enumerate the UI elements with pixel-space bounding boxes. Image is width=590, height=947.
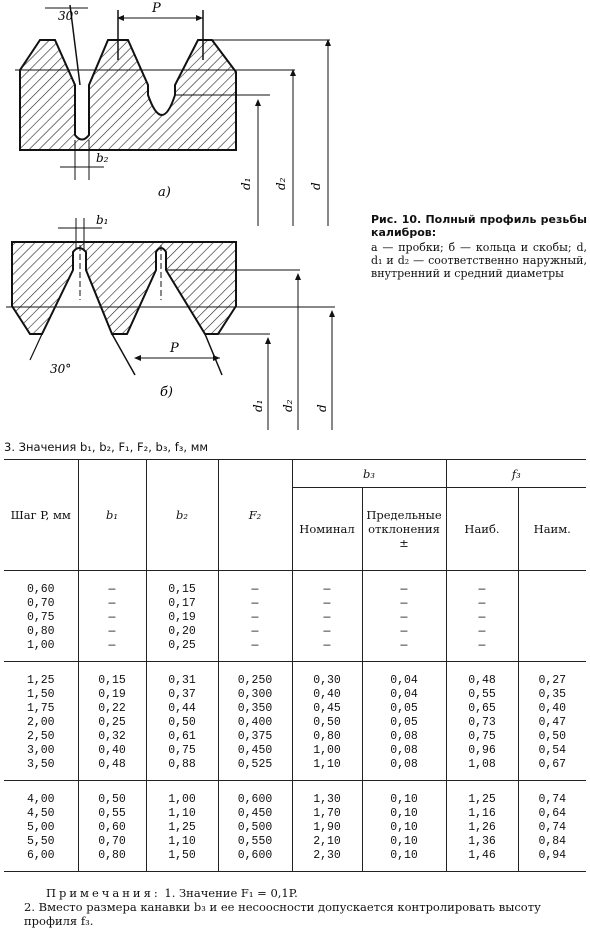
fig-a-d1: d₁	[239, 177, 253, 190]
table-value: —	[108, 583, 116, 596]
table-value: 0,84	[538, 835, 567, 848]
table-value: 0,08	[390, 758, 418, 771]
table-value: 6,00	[26, 849, 55, 862]
header-b3: b₃	[292, 460, 446, 488]
header-f3-max: Наиб.	[446, 488, 518, 571]
table-value: —	[323, 583, 331, 596]
table-value: 4,50	[26, 807, 55, 820]
table-value: 0,10	[390, 821, 418, 834]
table-value: —	[400, 611, 408, 624]
fig-a-angle: 30°	[58, 9, 80, 23]
table-value: 0,50	[168, 716, 196, 729]
table-value: 0,30	[313, 674, 341, 687]
table-cell-b2	[146, 781, 218, 872]
table-cell-f3-min	[518, 571, 586, 662]
table-value: 0,08	[390, 730, 418, 743]
table-value: —	[251, 639, 259, 652]
table-value: 0,31	[168, 674, 196, 687]
table-value: 0,25	[168, 639, 196, 652]
table-value: 1,46	[468, 849, 496, 862]
fig-b-d2: d₂	[281, 399, 295, 412]
table-value: —	[108, 639, 116, 652]
table-value: 0,60	[98, 821, 126, 834]
table-value: 0,22	[98, 702, 126, 715]
table-cell-f2	[218, 781, 292, 872]
table-value: 0,15	[98, 674, 126, 687]
header-b3-nominal: Номинал	[292, 488, 362, 571]
table-value: 0,600	[237, 849, 273, 862]
table-value: 0,20	[168, 625, 196, 638]
table-value: —	[251, 611, 259, 624]
table-value: 2,50	[26, 730, 55, 743]
table-value: 0,05	[390, 702, 418, 715]
table-value: —	[323, 639, 331, 652]
note-1: 1. Значение F₁ = 0,1P.	[164, 886, 298, 900]
table-value: 2,30	[313, 849, 341, 862]
table-value: 0,74	[538, 793, 567, 806]
table-value: 0,40	[313, 688, 341, 701]
table-value: 0,75	[468, 730, 496, 743]
table-value: 0,19	[98, 688, 126, 701]
header-b3-deviation: Предельные отклонения ±	[362, 488, 446, 571]
table-value: 0,73	[468, 716, 496, 729]
table-cell-b3-dev	[362, 781, 446, 872]
table-value	[519, 583, 587, 597]
table-value: 0,10	[390, 849, 418, 862]
values-table	[4, 459, 586, 872]
table-cell-b3-nom	[292, 662, 362, 781]
table-value: 2,00	[26, 716, 55, 729]
table-value: 0,45	[313, 702, 341, 715]
table-value: —	[251, 597, 259, 610]
fig-b-pitch: P	[170, 341, 179, 356]
table-value: 0,70	[26, 597, 55, 610]
table-value: 0,600	[237, 793, 273, 806]
table-value: 0,25	[98, 716, 126, 729]
table-value: 4,00	[26, 793, 55, 806]
table-value: 1,90	[313, 821, 341, 834]
table-value: 1,25	[26, 674, 55, 687]
table-row-group	[4, 571, 586, 662]
table-value: —	[108, 611, 116, 624]
table-value: 0,61	[168, 730, 196, 743]
note-2: 2. Вместо размера канавки b₃ и ее несоосности допускается контролировать высоту профиля f₃.	[24, 900, 541, 928]
table-value: —	[323, 625, 331, 638]
fig-b-label: б)	[160, 385, 174, 400]
table-value: 0,525	[237, 758, 273, 771]
table-value: 1,16	[468, 807, 496, 820]
table-value: 1,70	[313, 807, 341, 820]
table-value: 1,50	[26, 688, 55, 701]
figure-a-profile	[15, 5, 330, 226]
table-cell-step	[4, 662, 78, 781]
fig-a-label: а)	[158, 185, 171, 200]
table-value: 0,10	[390, 793, 418, 806]
table-cell-step	[4, 781, 78, 872]
fig-a-d2: d₂	[274, 177, 288, 190]
table-value: 1,10	[168, 807, 196, 820]
table-value: 0,50	[313, 716, 341, 729]
table-value: —	[251, 625, 259, 638]
table-cell-f2	[218, 662, 292, 781]
caption-title: Рис. 10. Полный профиль резьбы калибров:	[371, 213, 587, 239]
table-value: 1,10	[168, 835, 196, 848]
table-value: 0,04	[390, 688, 418, 701]
table-value: —	[400, 597, 408, 610]
table-cell-step	[4, 571, 78, 662]
fig-b-d1: d₁	[251, 399, 265, 412]
table-title: 3. Значения b₁, b₂, F₁, F₂, b₃, f₃, мм	[4, 440, 209, 454]
table-value: 0,55	[468, 688, 496, 701]
table-value: 0,350	[237, 702, 273, 715]
table-value: 0,250	[237, 674, 273, 687]
table-value: 0,300	[237, 688, 273, 701]
table-value: 0,450	[237, 807, 273, 820]
fig-a-pitch: P	[152, 1, 161, 16]
table-value: 0,400	[237, 716, 273, 729]
table-value: —	[400, 583, 408, 596]
table-value: 0,19	[168, 611, 196, 624]
fig-a-b2: b₂	[96, 151, 109, 165]
table-value: 1,36	[468, 835, 496, 848]
table-value: 3,50	[26, 758, 55, 771]
table-value: 1,26	[468, 821, 496, 834]
table-value: 0,50	[538, 730, 567, 743]
table-value: 0,60	[26, 583, 55, 596]
table-value: 0,35	[538, 688, 567, 701]
table-cell-f3-max	[446, 781, 518, 872]
table-cell-f3-min	[518, 781, 586, 872]
table-value: —	[478, 583, 486, 596]
table-value: —	[108, 625, 116, 638]
table-cell-b2	[146, 571, 218, 662]
header-b2: b₂	[146, 460, 218, 571]
table-value: 0,47	[538, 716, 567, 729]
table-value: 0,50	[98, 793, 126, 806]
header-step: Шаг P, мм	[4, 460, 78, 571]
table-value: —	[323, 611, 331, 624]
table-value: —	[251, 583, 259, 596]
table-value: 0,500	[237, 821, 273, 834]
fig-a-d: d	[309, 182, 323, 190]
table-value: 0,550	[237, 835, 273, 848]
table-cell-f2	[218, 571, 292, 662]
table-value: 0,08	[390, 744, 418, 757]
table-cell-b3-dev	[362, 571, 446, 662]
table-value: 0,70	[98, 835, 126, 848]
table-value: 0,54	[538, 744, 567, 757]
table-value: 0,44	[168, 702, 196, 715]
table-row-group	[4, 781, 586, 872]
table-value: 0,10	[390, 835, 418, 848]
table-value: —	[478, 625, 486, 638]
figure-caption	[371, 213, 587, 280]
table-value: 1,00	[313, 744, 341, 757]
table-value: 1,25	[468, 793, 496, 806]
table-value: 0,10	[390, 807, 418, 820]
table-value: 2,10	[313, 835, 341, 848]
table-value: 0,450	[237, 744, 273, 757]
table-value: 5,00	[26, 821, 55, 834]
table-value: 0,05	[390, 716, 418, 729]
table-value: 1,00	[168, 793, 196, 806]
table-value: 0,04	[390, 674, 418, 687]
table-value: 0,48	[98, 758, 126, 771]
table-value: 0,375	[237, 730, 273, 743]
table-cell-b3-nom	[292, 781, 362, 872]
fig-b-angle: 30°	[50, 362, 72, 376]
table-value: 0,40	[98, 744, 126, 757]
table-value: 0,88	[168, 758, 196, 771]
header-b1: b₁	[78, 460, 146, 571]
table-notes	[4, 886, 586, 928]
table-cell-f3-max	[446, 571, 518, 662]
table-value: 0,94	[538, 849, 567, 862]
table-body	[4, 571, 586, 872]
table-value: 0,75	[168, 744, 196, 757]
table-value: 1,08	[468, 758, 496, 771]
table-value: —	[478, 597, 486, 610]
table-value: 1,75	[26, 702, 55, 715]
table-value: 0,96	[468, 744, 496, 757]
table-cell-b1	[78, 571, 146, 662]
table-value: 0,80	[313, 730, 341, 743]
table-value: 0,74	[538, 821, 567, 834]
table-value	[519, 597, 587, 611]
table-value: 0,40	[538, 702, 567, 715]
table-value: —	[108, 597, 116, 610]
table-cell-f3-min	[518, 662, 586, 781]
table-value: 5,50	[26, 835, 55, 848]
notes-heading: Примечания:	[46, 886, 161, 900]
table-value: 0,67	[538, 758, 567, 771]
table-value	[519, 611, 587, 625]
table-value: 0,80	[26, 625, 55, 638]
table-value: 0,75	[26, 611, 55, 624]
fig-b-d: d	[315, 404, 329, 412]
table-value: 0,55	[98, 807, 126, 820]
table-value: —	[400, 625, 408, 638]
table-value: 0,48	[468, 674, 496, 687]
table-cell-b2	[146, 662, 218, 781]
caption-body: а — пробки; б — кольца и скобы; d, d₁ и d₂ — соответственно наружный, внутренний и средний диаметры	[371, 241, 587, 280]
table-cell-b1	[78, 662, 146, 781]
header-f3-min: Наим.	[518, 488, 586, 571]
table-value: 0,37	[168, 688, 196, 701]
table-value: 1,10	[313, 758, 341, 771]
table-cell-f3-max	[446, 662, 518, 781]
table-value: —	[400, 639, 408, 652]
table-cell-b1	[78, 781, 146, 872]
table-value: —	[478, 639, 486, 652]
table-value: 0,65	[468, 702, 496, 715]
table-value: 0,17	[168, 597, 196, 610]
table-cell-b3-nom	[292, 571, 362, 662]
table-row-group	[4, 662, 586, 781]
table-value: 1,25	[168, 821, 196, 834]
header-f2: F₂	[218, 460, 292, 571]
table-value: 0,32	[98, 730, 126, 743]
table-value: 0,15	[168, 583, 196, 596]
table-value: 3,00	[26, 744, 55, 757]
table-value	[519, 625, 587, 639]
table-value: 0,80	[98, 849, 126, 862]
table-value: 0,64	[538, 807, 567, 820]
table-value: —	[323, 597, 331, 610]
header-f3: f₃	[446, 460, 586, 488]
table-value	[519, 639, 587, 653]
table-value: —	[478, 611, 486, 624]
table-value: 1,00	[26, 639, 55, 652]
table-value: 1,30	[313, 793, 341, 806]
fig-b-b1: b₁	[96, 213, 109, 227]
table-cell-b3-dev	[362, 662, 446, 781]
table-value: 0,27	[538, 674, 567, 687]
table-value: 1,50	[168, 849, 196, 862]
